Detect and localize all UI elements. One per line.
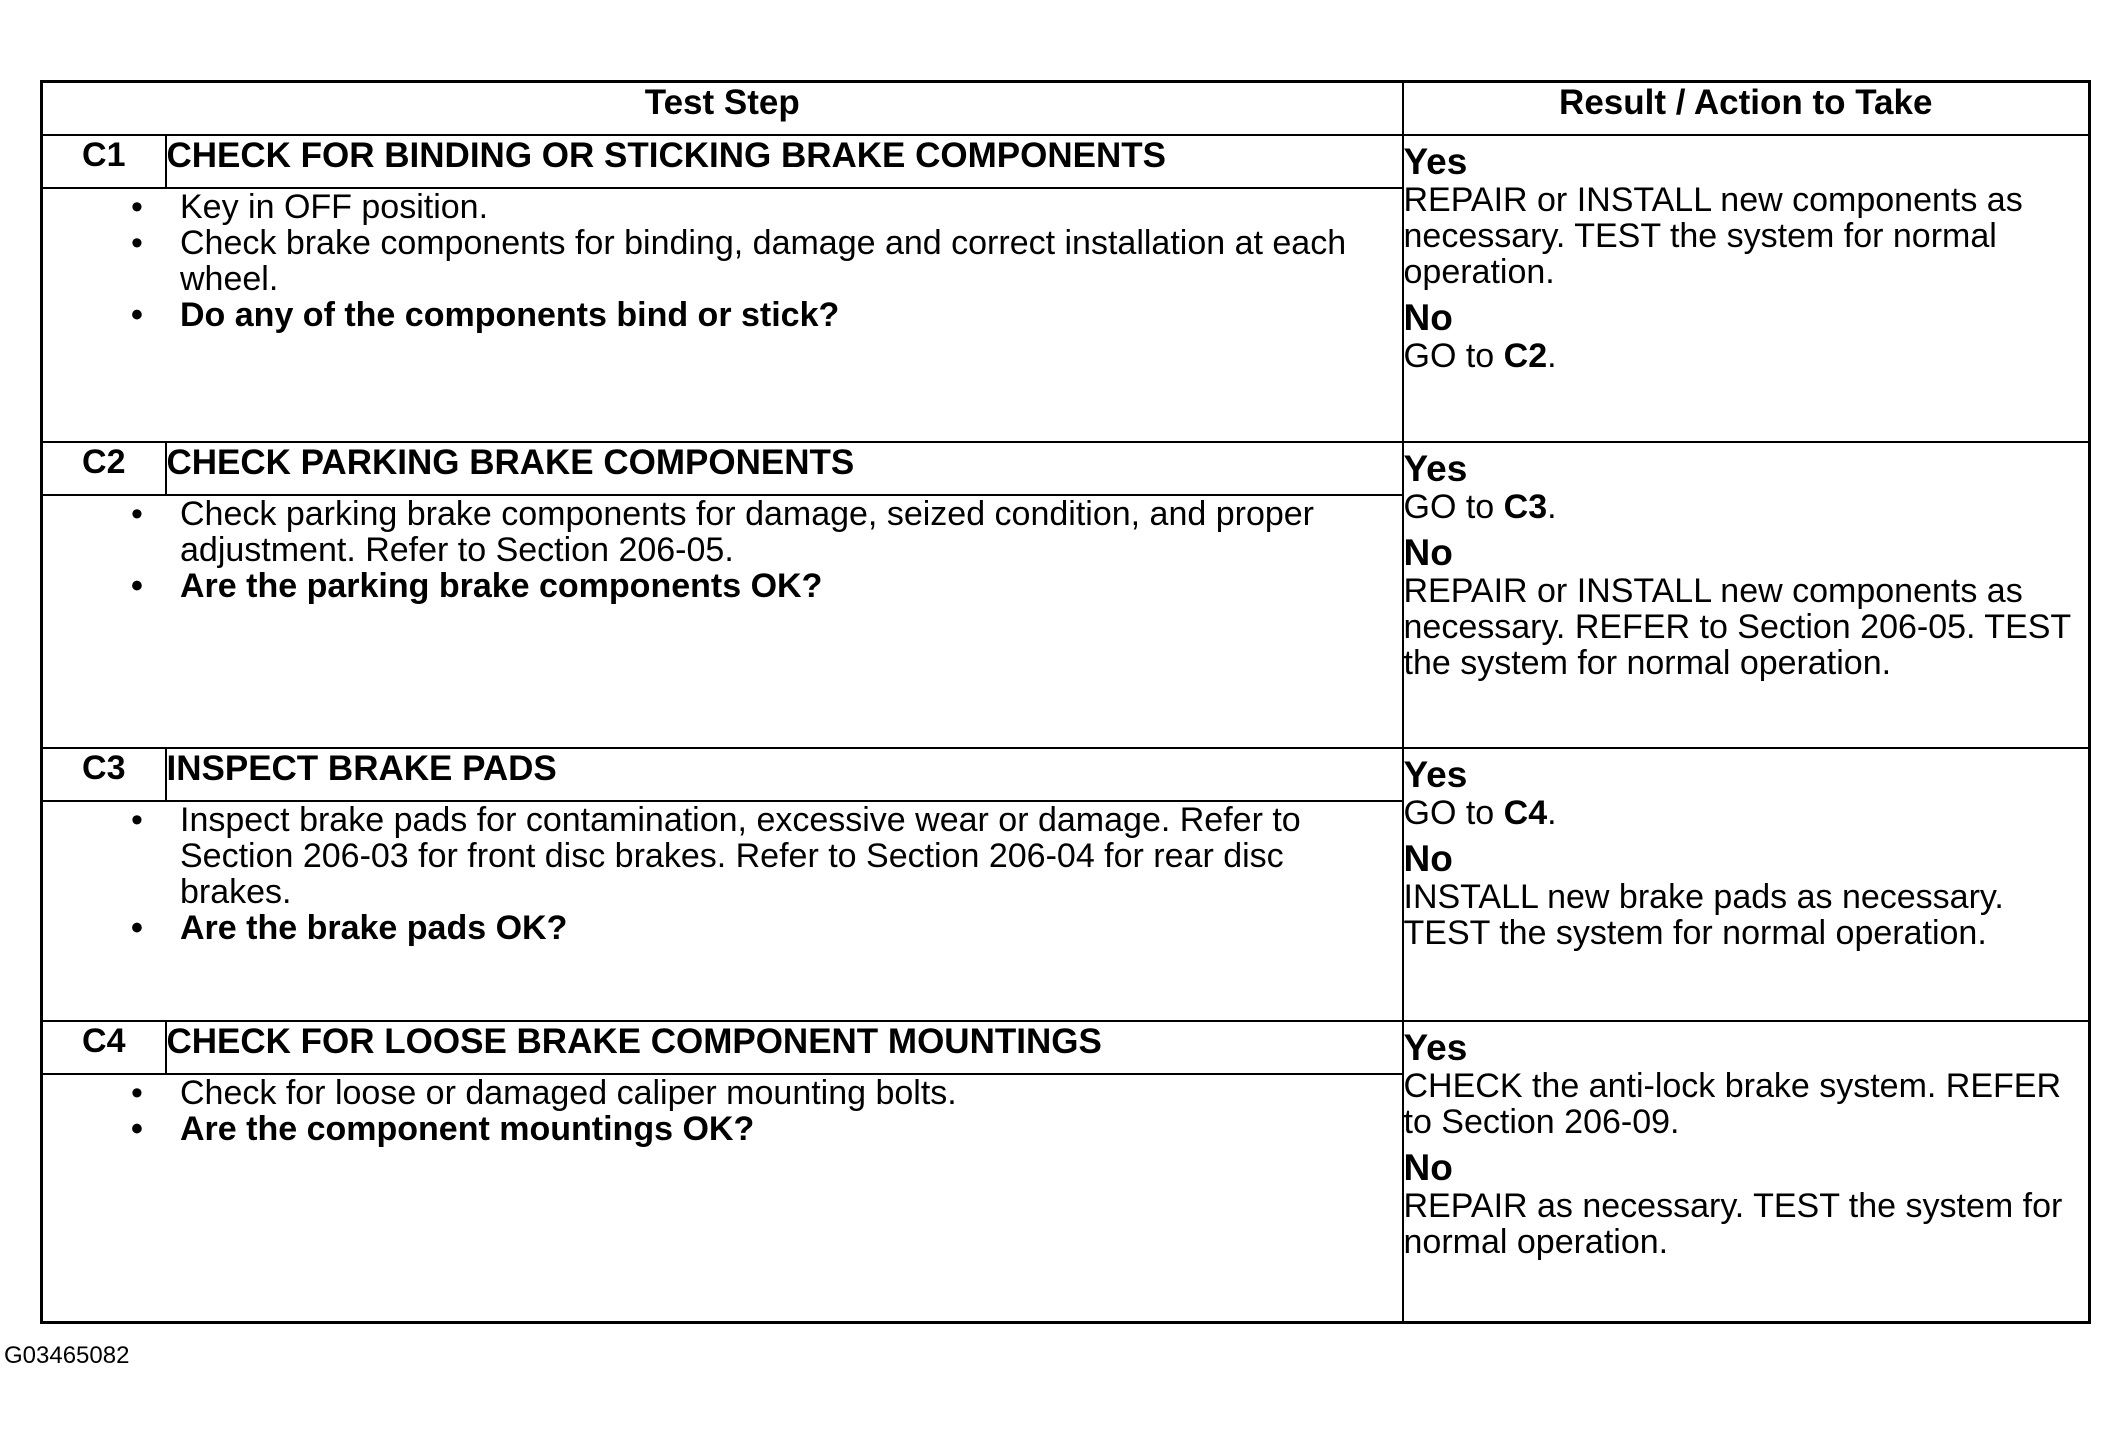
step-title-row bbox=[42, 748, 2090, 801]
instruction-list bbox=[43, 496, 1402, 604]
yes-label: Yes bbox=[1403, 141, 1468, 183]
step-id: C3 bbox=[42, 748, 166, 801]
bullet-icon: • bbox=[131, 188, 143, 227]
instruction-text: Check brake components for binding, damage and correct installation at each wheel. bbox=[180, 224, 1347, 299]
question-text: Are the parking brake components OK? bbox=[180, 567, 823, 606]
no-result bbox=[1404, 298, 2089, 374]
step-title: INSPECT BRAKE PADS bbox=[166, 748, 1403, 801]
instruction-question bbox=[131, 296, 1402, 335]
no-action: REPAIR or INSTALL new components as necessary. REFER to Section 206-05. TEST the system for normal operation. bbox=[1403, 572, 2071, 683]
instruction-text: Check for loose or damaged caliper mounting bolts. bbox=[180, 1073, 957, 1112]
instruction-question bbox=[131, 1109, 1402, 1148]
bullet-icon: • bbox=[131, 1073, 143, 1112]
bullet-icon: • bbox=[131, 296, 143, 335]
no-action-suffix: . bbox=[1547, 337, 1557, 376]
step-reference: C2 bbox=[1503, 337, 1548, 376]
instruction-list bbox=[43, 189, 1402, 333]
bullet-icon: • bbox=[131, 224, 143, 263]
step-reference: C3 bbox=[1503, 488, 1548, 527]
yes-result bbox=[1404, 755, 2089, 831]
no-action bbox=[1404, 338, 2089, 374]
step-result bbox=[1403, 135, 2090, 442]
question-text: Are the brake pads OK? bbox=[180, 909, 568, 948]
no-result bbox=[1404, 839, 2089, 951]
no-result bbox=[1404, 1148, 2089, 1260]
yes-action bbox=[1404, 795, 2089, 831]
step-instructions bbox=[42, 801, 1403, 1020]
yes-action-text: GO to bbox=[1403, 488, 1504, 527]
diagnostic-table bbox=[40, 80, 2091, 1324]
instruction-question bbox=[131, 567, 1402, 606]
step-title: CHECK FOR BINDING OR STICKING BRAKE COMPONENTS bbox=[166, 135, 1403, 188]
yes-result bbox=[1404, 449, 2089, 525]
step-result bbox=[1403, 748, 2090, 1020]
step-instructions bbox=[42, 188, 1403, 442]
step-instructions bbox=[42, 1074, 1403, 1323]
instruction-text: Check parking brake components for damage, seized condition, and proper adjustment. Refer to Section 206-05. bbox=[180, 495, 1315, 570]
bullet-icon: • bbox=[131, 801, 143, 840]
yes-result bbox=[1404, 1028, 2089, 1140]
no-action: INSTALL new brake pads as necessary. TEST the system for normal operation. bbox=[1403, 878, 2004, 953]
no-label: No bbox=[1403, 1146, 1453, 1188]
yes-action: REPAIR or INSTALL new components as necessary. TEST the system for normal operation. bbox=[1403, 181, 2023, 292]
test-step-header: Test Step bbox=[42, 82, 1403, 136]
no-label: No bbox=[1403, 838, 1453, 880]
instruction-question bbox=[131, 909, 1402, 948]
step-title-row bbox=[42, 135, 2090, 188]
step-title-row bbox=[42, 1021, 2090, 1074]
bullet-icon: • bbox=[131, 567, 143, 606]
no-action-text: GO to bbox=[1403, 337, 1504, 376]
table-header-row bbox=[42, 82, 2090, 136]
yes-action-text: GO to bbox=[1403, 794, 1504, 833]
no-label: No bbox=[1403, 297, 1453, 339]
question-text: Do any of the components bind or stick? bbox=[180, 296, 840, 335]
instruction-list bbox=[43, 802, 1402, 946]
yes-label: Yes bbox=[1403, 754, 1468, 796]
no-action: REPAIR as necessary. TEST the system for normal operation. bbox=[1403, 1186, 2063, 1261]
yes-action: CHECK the anti-lock brake system. REFER to Section 206-09. bbox=[1403, 1066, 2062, 1141]
figure-id-caption: G03465082 bbox=[4, 1342, 130, 1369]
instruction-text: Inspect brake pads for contamination, excessive wear or damage. Refer to Section 206-03 for front disc brakes. Refer to Section 206-04 for rear disc brakes. bbox=[180, 801, 1301, 912]
step-title-row bbox=[42, 442, 2090, 495]
step-id: C4 bbox=[42, 1021, 166, 1074]
yes-action-suffix: . bbox=[1547, 794, 1557, 833]
step-id: C2 bbox=[42, 442, 166, 495]
instruction-item bbox=[131, 801, 1402, 912]
instruction-list bbox=[43, 1075, 1402, 1147]
instruction-text: Key in OFF position. bbox=[180, 188, 489, 227]
no-result bbox=[1404, 533, 2089, 681]
step-result bbox=[1403, 1021, 2090, 1323]
step-id: C1 bbox=[42, 135, 166, 188]
instruction-item bbox=[131, 495, 1402, 570]
step-result bbox=[1403, 442, 2090, 748]
yes-label: Yes bbox=[1403, 1026, 1468, 1068]
no-label: No bbox=[1403, 532, 1453, 574]
bullet-icon: • bbox=[131, 1109, 143, 1148]
step-title: CHECK PARKING BRAKE COMPONENTS bbox=[166, 442, 1403, 495]
instruction-item bbox=[131, 188, 1402, 227]
bullet-icon: • bbox=[131, 909, 143, 948]
bullet-icon: • bbox=[131, 495, 143, 534]
question-text: Are the component mountings OK? bbox=[180, 1109, 755, 1148]
result-action-header: Result / Action to Take bbox=[1403, 82, 2090, 136]
yes-action-suffix: . bbox=[1547, 488, 1557, 527]
instruction-item bbox=[131, 224, 1402, 299]
instruction-item bbox=[131, 1073, 1402, 1112]
yes-result bbox=[1404, 142, 2089, 290]
step-instructions bbox=[42, 495, 1403, 748]
yes-action bbox=[1404, 489, 2089, 525]
step-reference: C4 bbox=[1503, 794, 1548, 833]
step-title: CHECK FOR LOOSE BRAKE COMPONENT MOUNTINGS bbox=[166, 1021, 1403, 1074]
yes-label: Yes bbox=[1403, 448, 1468, 490]
